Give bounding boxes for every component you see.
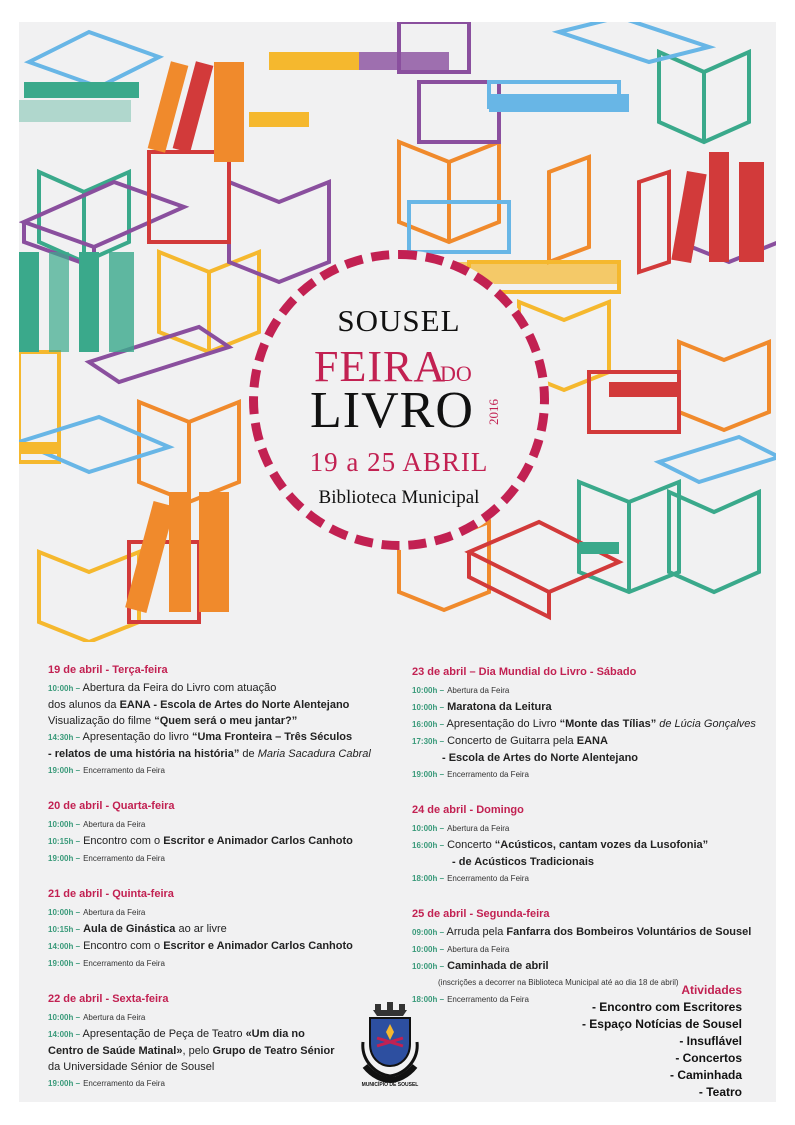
event-text: Apresentação do livro (82, 731, 192, 743)
event-bold: Escritor e Animador Carlos Canhoto (163, 835, 353, 847)
event-small: Encerramento da Feira (447, 874, 529, 883)
activity-item: - Insuflável (679, 1034, 742, 1048)
activity-item: - Caminhada (669, 1068, 742, 1082)
day-title: 21 de abril - Quinta-feira (48, 888, 174, 900)
event-small: Abertura da Feira (447, 945, 510, 954)
event-bold: Maratona da Leitura (447, 701, 552, 713)
event-small: Abertura da Feira (83, 908, 146, 917)
event-bold: EANA - Escola de Artes do Norte Alentejano (119, 699, 350, 711)
day-title: 19 de abril - Terça-feira (48, 664, 168, 676)
day-block (412, 664, 772, 783)
event-small: Abertura da Feira (447, 824, 510, 833)
event-text: , pelo (182, 1045, 213, 1057)
time: 10:00h – (48, 820, 81, 829)
title-feira: FEIRA (314, 342, 447, 391)
event-text: Abertura da Feira do Livro com atuação (82, 682, 277, 694)
event-text: ao ar livre (175, 923, 227, 935)
time: 10:00h – (48, 684, 81, 693)
event-bold: Fanfarra dos Bombeiros Voluntários de Sousel (506, 926, 752, 938)
event-bold: «Um dia no (245, 1028, 305, 1040)
poster (19, 22, 776, 1102)
day-block (412, 802, 772, 887)
day-block (48, 991, 408, 1092)
schedule-left (48, 662, 408, 1092)
event-small: Encerramento da Feira (83, 1079, 165, 1088)
event-note: (inscrições a decorrer na Biblioteca Municipal até ao dia 18 de abril) (438, 978, 679, 987)
event-bold: Caminhada de abril (447, 960, 549, 972)
event-text: Arruda pela (446, 926, 507, 938)
event-bold: Aula de Ginástica (83, 923, 176, 935)
time: 10:00h – (412, 945, 445, 954)
event-small: Encerramento da Feira (83, 766, 165, 775)
event-italic: Maria Sacadura Cabral (257, 748, 371, 760)
event-bold: “Uma Fronteira – Três Séculos (191, 731, 353, 743)
time: 10:15h – (48, 837, 81, 846)
time: 19:00h – (48, 854, 81, 863)
time: 09:00h – (412, 928, 445, 937)
event-text: Concerto (447, 839, 495, 851)
event-bold: “Quem será o meu jantar?” (154, 715, 298, 727)
time: 10:00h – (412, 686, 445, 695)
time: 16:00h – (412, 720, 445, 729)
event-text: de (239, 748, 258, 760)
schedule-right (412, 664, 772, 1008)
activity-item: - Encontro com Escritores (591, 1000, 742, 1014)
time: 19:00h – (48, 959, 81, 968)
event-small: Encerramento da Feira (83, 854, 165, 863)
day-block (48, 662, 408, 779)
day-block (48, 798, 408, 867)
event-text: Apresentação de Peça de Teatro (82, 1028, 246, 1040)
time: 14:00h – (48, 1030, 81, 1039)
event-small: Abertura da Feira (83, 1013, 146, 1022)
time: 19:00h – (48, 766, 81, 775)
event-bold: - de Acústicos Tradicionais (452, 856, 595, 868)
day-title: 22 de abril - Sexta-feira (48, 993, 169, 1005)
event-small: Encerramento da Feira (83, 959, 165, 968)
day-title: 25 de abril - Segunda-feira (412, 908, 550, 920)
event-bold: - relatos de uma história na história” (48, 748, 240, 760)
event-bold: EANA (576, 735, 608, 747)
time: 10:15h – (48, 925, 81, 934)
crest-caption: MUNICÍPIO DE SOUSEL (361, 1082, 419, 1088)
time: 14:00h – (48, 942, 81, 951)
time: 19:00h – (412, 770, 445, 779)
event-text: Apresentação do Livro (446, 718, 560, 730)
event-bold: “Monte das Tílias” (559, 718, 657, 730)
event-text: da Universidade Sénior de Sousel (48, 1061, 215, 1073)
title-livro: LIVRO (310, 382, 474, 439)
event-small: Abertura da Feira (83, 820, 146, 829)
event-venue: Biblioteca Municipal (318, 487, 480, 508)
town-name: SOUSEL (337, 303, 461, 338)
event-bold: Escritor e Animador Carlos Canhoto (163, 940, 353, 952)
event-small: Abertura da Feira (447, 686, 510, 695)
time: 17:30h – (412, 737, 445, 746)
time: 19:00h – (48, 1079, 81, 1088)
event-bold: “Acústicos, cantam vozes da Lusofonia” (494, 839, 709, 851)
activities-list (582, 982, 742, 1101)
event-small: Encerramento da Feira (447, 995, 529, 1004)
time: 10:00h – (48, 1013, 81, 1022)
title-year: 2016 (486, 399, 501, 425)
time: 16:00h – (412, 841, 445, 850)
event-text: Encontro com o (83, 940, 164, 952)
event-dates: 19 a 25 ABRIL (309, 447, 489, 477)
municipality-crest-icon (355, 1002, 425, 1088)
day-title: 24 de abril - Domingo (412, 804, 524, 816)
day-title: 20 de abril - Quarta-feira (48, 800, 175, 812)
day-title: 23 de abril – Dia Mundial do Livro - Sábado (412, 666, 637, 678)
time: 10:00h – (412, 824, 445, 833)
day-block (48, 886, 408, 972)
time: 10:00h – (412, 703, 445, 712)
event-text: dos alunos da (48, 699, 120, 711)
time: 14:30h – (48, 733, 81, 742)
time: 10:00h – (412, 962, 445, 971)
activity-item: - Espaço Notícias de Sousel (581, 1017, 742, 1031)
event-italic: de Lúcia Gonçalves (656, 718, 756, 730)
activities-title: Atividades (681, 983, 742, 997)
event-bold: - Escola de Artes do Norte Alentejano (442, 752, 639, 764)
event-small: Encerramento da Feira (447, 770, 529, 779)
event-text: Concerto de Guitarra pela (447, 735, 577, 747)
activity-item: - Teatro (698, 1085, 742, 1099)
time: 10:00h – (48, 908, 81, 917)
activity-item: - Concertos (675, 1051, 742, 1065)
title-badge (249, 250, 549, 550)
event-bold: Centro de Saúde Matinal» (48, 1045, 183, 1057)
time: 18:00h – (412, 874, 445, 883)
time: 18:00h – (412, 995, 445, 1004)
event-text: Encontro com o (83, 835, 164, 847)
event-text: Visualização do filme (48, 715, 155, 727)
title-do: DO (440, 361, 472, 386)
event-bold: Grupo de Teatro Sénior (212, 1045, 335, 1057)
